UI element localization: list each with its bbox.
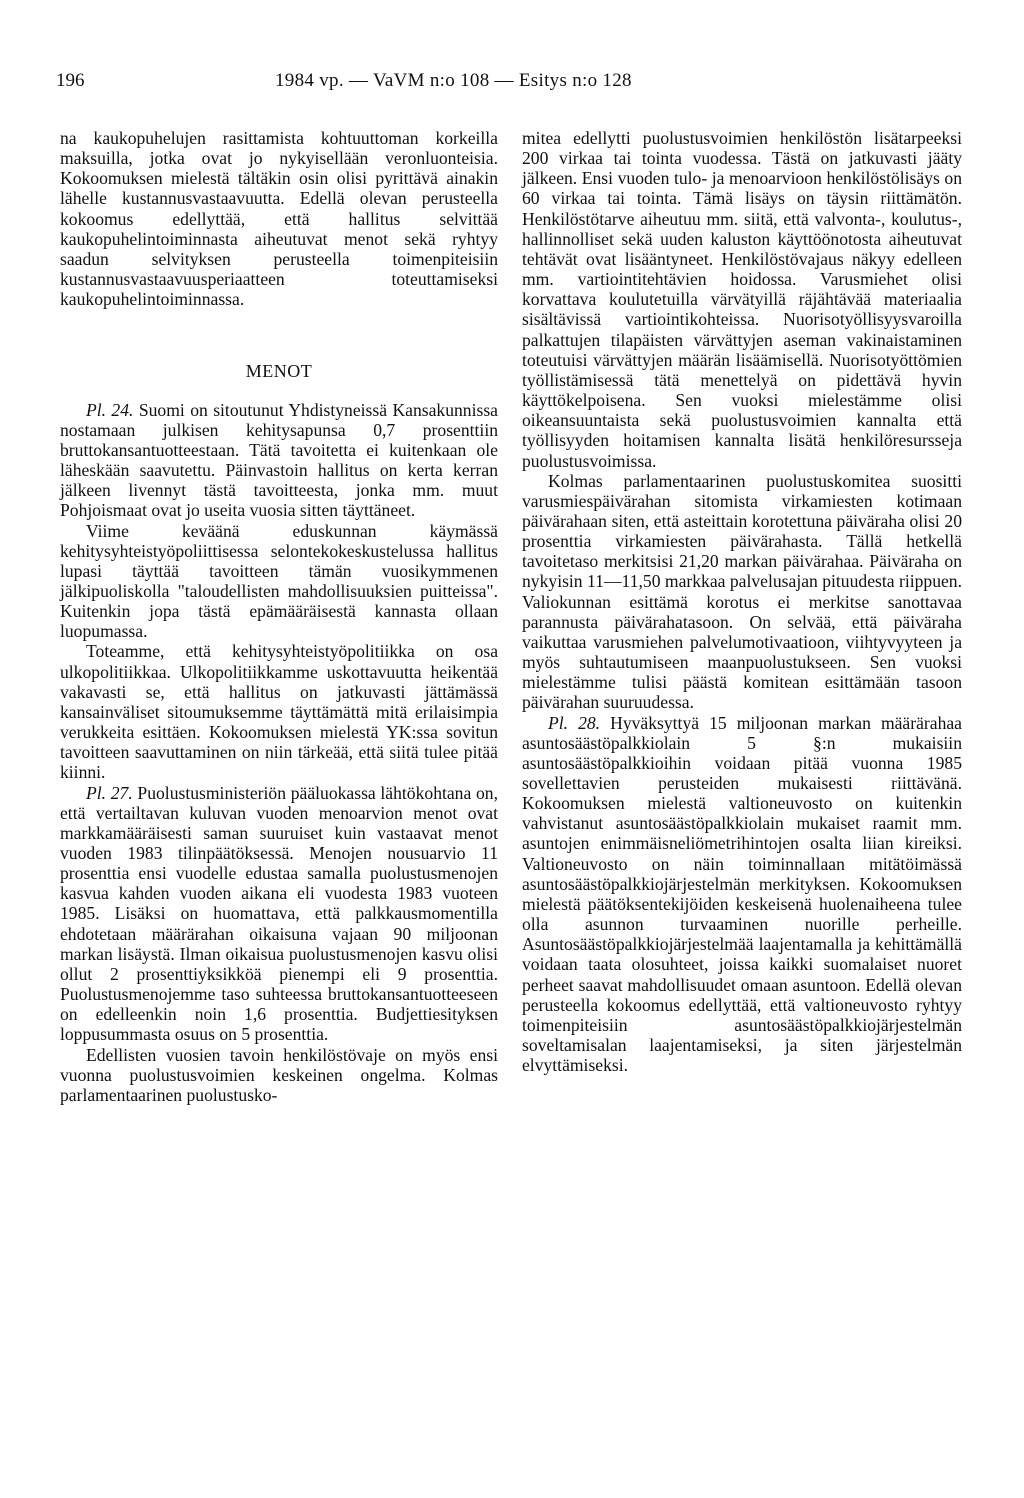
paragraph: Viime keväänä eduskunnan käymässä kehitysyhteistyöpoliittisessa selontekokeskustelussa hallitus lupasi täyttää tavoitteen tämän vuosikymmenen jälkipuoliskolla "taloudellisten mahdollisuuksien puitteissa". Kuitenkin jopa tästä epämääräisestä kannasta ollaan luopumassa. xyxy=(60,520,498,642)
paragraph-text: Puolustusministeriön pääluokassa lähtökohtana on, että vertailtavan kuluvan vuoden menoarvion menot ovat markkamääräisesti saman suuruiset kuin vastaavat menot vuoden 1983 tilinpäätöksessä. Menojen nousuarvio 11 prosenttia ensi vuodelle edustaa samalla puolustusmenojen kasvua kahden vuoden aikana eli vuodesta 1983 vuoteen 1985. Lisäksi on huomattava, että palkkausmomentilla ehdotetaan määrärahan oikaisuna vajaan 90 miljoonan markan lisäystä. Ilman oikaisua puolustusmenojen kasvu olisi ollut 2 prosenttiyksikköä pienempi eli 9 prosenttia. Puolustusmenojemme taso suhteessa bruttokansantuotteeseen on edelleenkin noin 1,6 prosenttia. Budjettiesityksen loppusummasta osuus on 5 prosenttia. xyxy=(60,782,498,1045)
page-header xyxy=(56,70,968,100)
paragraph-text: Hyväksyttyä 15 miljoonan markan määrärahaa asuntosäästöpalkkiolain 5 §:n mukaisiin asuntosäästöpalkkioihin voidaan pitää vuonna 1985 sovellettavien perusteiden mukaisesti riittävänä. Kokoomuksen mielestä valtioneuvosto on kuitenkin vahvistanut asuntosäästöpalkkiolain mukaiset raamit mm. asuntojen enimmäisneliömetrihintojen osalta liian kireiksi. Valtioneuvosto on näin toiminnallaan mitätöimässä asuntosäästöpalkkiojärjestelmän merkityksen. Kokoomuksen mielestä päätöksentekijöiden keskeisenä huolenaiheena tulee olla asunnon turvaaminen nuorille perheille. Asuntosäästöpalkkiojärjestelmää laajentamalla ja kehittämällä voidaan taata olosuhteet, joissa kaikki suomalaiset nuoret perheet saavat mahdollisuudet omaan asuntoon. Edellä olevan perusteella kokoomus edellyttää, että valtioneuvosto ryhtyy toimenpiteisiin asuntosäästöpalkkiojärjestelmän soveltamisalan laajentamiseksi, ja siten järjestelmän elvyttämiseksi. xyxy=(522,712,962,1076)
section-label: Pl. 28. xyxy=(548,712,601,733)
paragraph: Toteamme, että kehitysyhteistyöpolitiikka on osa ulkopolitiikkaa. Ulkopolitiikkamme uskottavuutta heikentää vakavasti se, että hallitus on jatkuvasti jättämässä kansainväliset sitoumuksemme täyttämättä mitä erilaisimpia verukkeita esittäen. Kokoomuksen mielestä YK:ssa sovitun tavoitteen saavuttaminen on niin tärkeää, että siitä tulee pitää kiinni. xyxy=(60,641,498,783)
section-label: Pl. 27. xyxy=(86,782,133,803)
paragraph xyxy=(60,400,498,521)
page-number: 196 xyxy=(56,70,85,91)
paragraph xyxy=(60,783,498,1045)
paragraph xyxy=(522,713,962,1076)
paragraph: Edellisten vuosien tavoin henkilöstövaje on myös ensi vuonna puolustusvoimien keskeinen ongelma. Kolmas parlamentaarinen puolustusko- xyxy=(60,1044,498,1105)
paragraph: mitea edellytti puolustusvoimien henkilöstön lisätarpeeksi 200 virkaa tai tointa vuodessa. Tästä on jatkuvasti jääty jälkeen. Ensi vuoden tulo- ja menoarvioon henkilöstölisäys on 60 virkaa tai tointa. Tämä lisäys on täysin riittämätön. Henkilöstötarve aiheutuu mm. siitä, että valvonta-, koulutus-, hallinnolliset sekä uuden kaluston käyttöönotosta aiheutuvat tehtävät ovat lisääntyneet. Henkilöstövajaus näkyy edelleen mm. vartiointitehtävien hoidossa. Varusmiehet olisi korvattava koulutetuilla värvätyillä räjähtävää materiaalia sisältävissä vartiointikohteissa. Nuorisotyöllisyysvaroilla palkattujen tilapäisten värvättyjen aseman vakinaistaminen toteutuisi värvättyjen määrän lisäämisellä. Nuorisotyöttömien työllistämisessä tätä menettelyä on pidettävä hyvin käyttökelpoisena. Sen vuoksi mielestämme olisi oikeansuuntaista sekä puolustusvoimien kannalta että työllisyyden hoitamisen kannalta lisätä henkilöresursseja puolustusvoimissa. xyxy=(522,128,962,471)
paragraph: na kaukopuhelujen rasittamista kohtuuttoman korkeilla maksuilla, jotka ovat jo nykyisellään veronluonteisia. Kokoomuksen mielestä tältäkin osin olisi pyrittävä ainakin lähelle kustannusvastaavuutta. Edellä olevan perusteella kokoomus edellyttää, että hallitus selvittää kaukopuhelintoiminnasta aiheutuvat menot sekä ryhtyy saadun selvityksen perusteella toimenpiteisiin kustannusvastaavuusperiaatteen toteuttamiseksi kaukopuhelintoiminnassa. xyxy=(60,128,498,310)
paragraph-text: Suomi on sitoutunut Yhdistyneissä Kansakunnissa nostamaan julkisen kehitysapunsa 0,7 prosenttiin bruttokansantuotteestaan. Tätä tavoitetta ei kuitenkaan ole läheskään saavutettu. Päinvastoin hallitus on kerta kerran jälkeen livennyt tästä tavoitteesta, jonka mm. muut Pohjoismaat ovat jo useita vuosia sitten täyttäneet. xyxy=(60,399,498,521)
right-column xyxy=(522,128,962,1075)
section-label: Pl. 24. xyxy=(86,399,134,420)
section-heading: MENOT xyxy=(245,361,313,382)
paragraph: Kolmas parlamentaarinen puolustuskomitea suositti varusmiespäivärahan sitomista virkamiesten kotimaan päivärahaan siten, että asteittain korotettuna päiväraha olisi 20 prosenttia virkamiesten päivärahasta. Tällä hetkellä tavoitetaso merkitsisi 21,20 markan päivärahaa. Päiväraha on nykyisin 11—11,50 markkaa palvelusajan pituudesta riippuen. Valiokunnan esittämä korotus ei merkitse sanottavaa parannusta päivärahatasoon. On selvää, että päiväraha vaikuttaa varusmiehen palvelumotivaatioon, viihtyvyyteen ja myös suhtautumiseen maanpuolustukseen. Sen vuoksi mielestämme tulisi päästä komitean esittämään tasoon päivärahan suuruudessa. xyxy=(522,470,962,713)
running-title: 1984 vp. — VaVM n:o 108 — Esitys n:o 128 xyxy=(275,70,632,91)
left-column xyxy=(60,128,498,1105)
